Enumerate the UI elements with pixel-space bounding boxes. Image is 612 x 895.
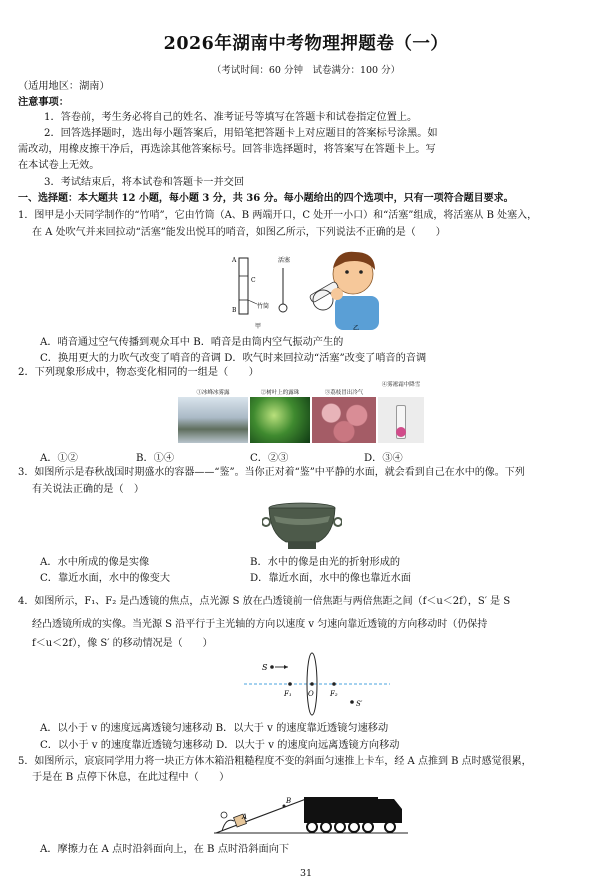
q2-caption-2: ②树叶上的露珠	[260, 390, 300, 396]
notice-title: 注意事项：	[18, 96, 69, 108]
notice-2-end: 在本试卷上无效。	[18, 160, 100, 171]
q5-stem: 5．如图所示，宸宸同学用力将一块正方体木箱沿粗糙程度不变的斜面匀速推上卡车，经 A 点推到 B 点时感觉很累，	[18, 756, 532, 767]
q2-caption-3: ③荔枝冒出冷气	[324, 390, 364, 396]
q3-option-b: B．水中的像是由光的折射形成的	[250, 557, 401, 568]
q2-photo-2	[250, 388, 310, 443]
q1-stem-cont: 在 A 处吹气并来回拉动“活塞”能发出悦耳的哨音，如图乙所示，下列说法不正确的是（ ）	[32, 227, 446, 238]
notice-3: 3．考试结束后，将本试卷和答题卡一并交回	[44, 177, 245, 188]
label-jia: 甲	[255, 323, 262, 330]
q4-stem: 4．如图所示，F₁、F₂ 是凸透镜的焦点，点光源 S 放在凸透镜前一倍焦距与两倍焦距之间（f＜u＜2f），S′ 是 S	[18, 596, 511, 607]
ramp	[216, 799, 306, 833]
q1-option-cd: C．换用更大的力吹气改变了哨音的音调 D．吹气时来回拉动“活塞”改变了哨音的音调	[40, 353, 427, 364]
label-C: C	[251, 277, 256, 284]
label-B: B	[286, 797, 292, 805]
q3-stem: 3．如图所示是春秋战国时期盛水的容器——“鉴”。当你正对着“鉴”中平静的水面，就会看到自己在水中的像。下列	[18, 467, 525, 478]
q3-option-a: A．水中所成的像是实像	[40, 557, 150, 568]
q2-option-d: D．③④	[364, 453, 403, 464]
boy-whistle-illustration	[309, 252, 379, 332]
section-heading: 一、选择题：本大题共 12 小题，每小题 3 分，共 36 分。每小题给出的四个选项中，只有一项符合题目要求。	[18, 193, 514, 204]
q3-stem-cont: 有关说法正确的是（ ）	[32, 484, 145, 495]
label-plug: 活塞	[278, 257, 291, 264]
label-B: B	[232, 307, 237, 314]
image-point	[350, 700, 354, 704]
label-F2: F₂	[330, 690, 338, 698]
label-A: A	[242, 813, 248, 821]
q2-photo-3	[312, 388, 376, 443]
q4-option-ab: A．以小于 v 的速度远离透镜匀速移动 B．以大于 v 的速度靠近透镜匀速移动	[40, 723, 389, 734]
label-S: S	[262, 663, 268, 672]
q2-photo-1	[178, 388, 248, 443]
ramp-truck-figure	[212, 785, 412, 841]
notice-2: 2．回答选择题时，选出每小题答案后，用铅笔把答题卡上对应题目的答案标号涂黑。如	[44, 128, 438, 139]
q5-option-a: A．摩擦力在 A 点时沿斜面向上，在 B 点时沿斜面向下	[40, 844, 290, 855]
truck-body	[304, 797, 378, 819]
q1-stem: 1．图甲是小天同学制作的“竹哨”，它由竹筒（A、B 两端开口，C 处开一小口）和“活塞”组成，将活塞从 B 处塞入，	[18, 210, 538, 221]
label-yi: 乙	[353, 325, 360, 332]
label-A: A	[232, 257, 237, 264]
page-number: 31	[299, 868, 313, 879]
q2-stem: 2．下列现象形成中，物态变化相同的一组是（ ）	[18, 367, 259, 378]
label-tube: 竹筒	[257, 303, 270, 310]
q4-option-cd: C．以小于 v 的速度靠近透镜匀速移动 D．以大于 v 的速度向远离透镜方向移动	[40, 740, 400, 751]
q5-stem-cont: 于是在 B 点停下休息，在此过程中（ ）	[32, 772, 230, 783]
label-S-prime: S′	[356, 700, 363, 708]
q2-option-b: B．①④	[136, 453, 175, 464]
light-source-point	[270, 665, 274, 669]
bamboo-tube-figure	[231, 256, 290, 330]
page-title: 2026年湖南中考物理押题卷（一）	[163, 34, 449, 54]
q1-option-ab: A．哨音通过空气传播到观众耳中 B．哨音是由筒内空气振动产生的	[40, 337, 344, 348]
convex-lens-figure	[242, 650, 392, 716]
label-O: O	[308, 690, 314, 698]
q3-option-d: D．靠近水面，水中的像也靠近水面	[250, 573, 411, 584]
q2-option-a: A．①②	[40, 453, 78, 464]
q4-stem-cont: 经凸透镜所成的实像。当光源 S 沿平行于主光轴的方向以速度 v 匀速向靠近透镜的方向移动时（仍保持	[32, 619, 488, 630]
q2-photo-4	[378, 382, 424, 443]
q2-option-c: C．②③	[250, 453, 289, 464]
q3-option-c: C．靠近水面，水中的像变大	[40, 573, 171, 584]
label-F1: F₁	[284, 690, 292, 698]
q4-stem-end: f＜u＜2f），像 S′ 的移动情况是（ ）	[32, 638, 213, 649]
q1-figure	[225, 248, 385, 332]
q2-caption-4: ④雾凇霜中降雪	[381, 382, 421, 388]
exam-info: （考试时间：60 分钟 试卷满分：100 分）	[211, 65, 401, 76]
notice-1: 1．答卷前，考生务必将自己的姓名、准考证号等填写在答题卡和试卷指定位置上。	[44, 112, 418, 123]
bronze-jian-vessel	[262, 500, 342, 552]
notice-2-cont: 需改动，用橡皮擦干净后，再选涂其他答案标号。回答非选择题时，将答案写在答题卡上。写	[18, 144, 436, 155]
q2-caption-1: ①冰峰冰雾露	[196, 390, 230, 396]
region-label: （适用地区：湖南）	[18, 81, 110, 92]
